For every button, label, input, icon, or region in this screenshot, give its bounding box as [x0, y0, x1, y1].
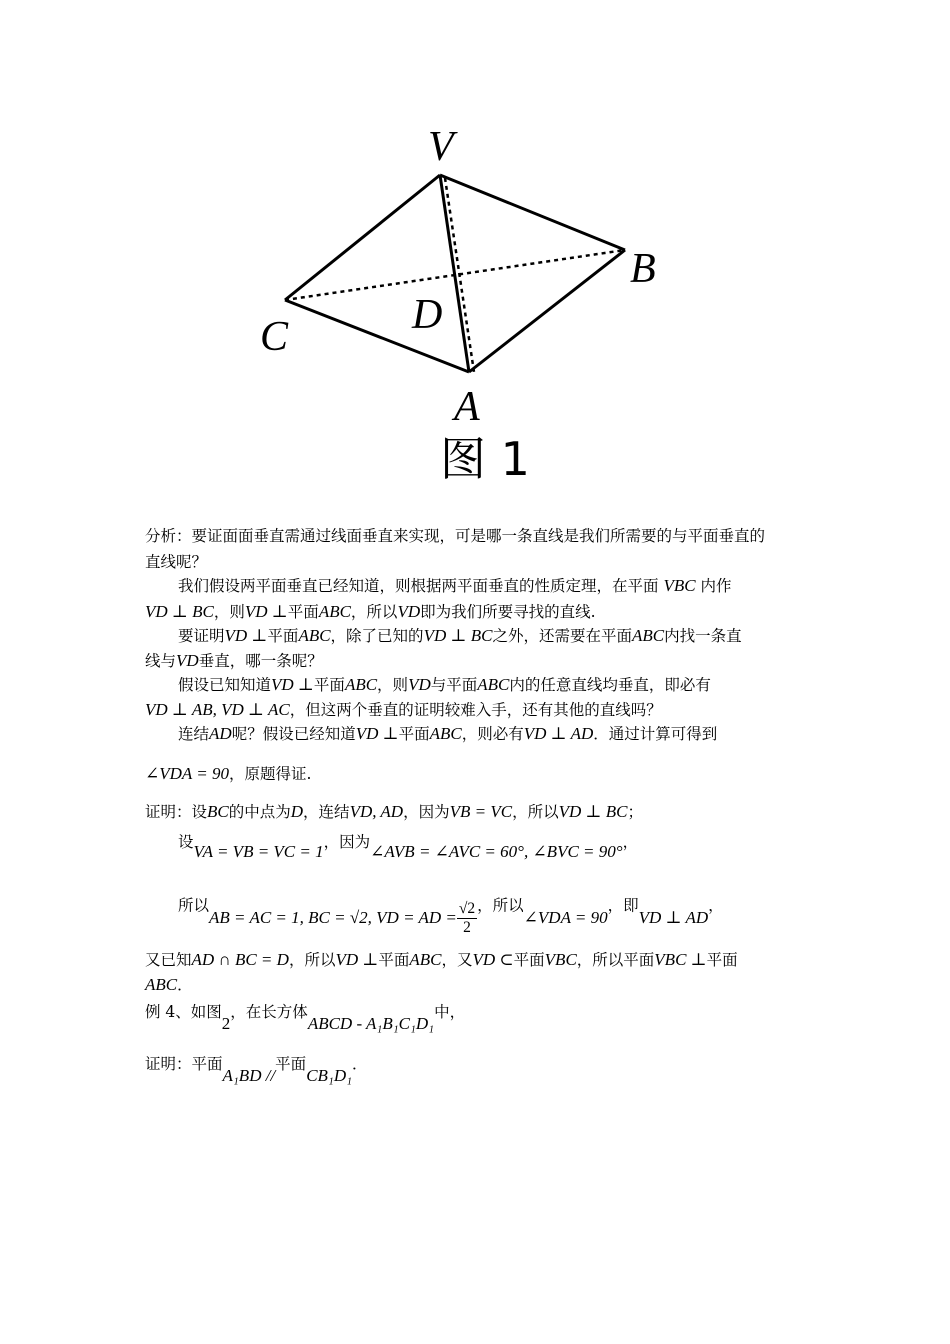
text: ． — [177, 976, 193, 994]
text: 平面 — [378, 951, 410, 969]
fraction-numerator: √2 — [458, 900, 476, 917]
text: 平面 — [287, 603, 319, 621]
math: ABC — [631, 626, 665, 645]
text: ，则 — [213, 603, 245, 621]
text: 设 — [178, 833, 194, 851]
para-analysis-line2 — [145, 550, 815, 572]
text: 与平面 — [430, 676, 478, 694]
text: ，但这两个垂直的证明较难入手，还有其他的直线吗？ — [289, 701, 662, 719]
math: VD ⊥ AB, VD ⊥ AC — [145, 700, 290, 719]
para5-line2 — [145, 762, 815, 784]
math: ABC — [298, 626, 331, 645]
math: VD ⊥ AD — [638, 907, 709, 927]
text: ，因为 — [403, 803, 450, 821]
text: ，连结 — [303, 803, 350, 821]
math: AD — [209, 724, 232, 743]
text: ，所以 — [350, 603, 398, 621]
proof-line1 — [145, 800, 815, 822]
math: D — [290, 802, 304, 821]
text: ，所以 — [512, 803, 559, 821]
para3-line2 — [145, 649, 815, 671]
math: VD — [408, 675, 431, 694]
text: ，在长方体 — [230, 1003, 308, 1021]
math: VD ⊥ AD — [523, 724, 594, 743]
math: VD ⊥ BC — [423, 626, 493, 645]
text: ．通过计算可得到 — [593, 725, 718, 743]
math: AB = AC = 1, BC = √2, VD = AD = — [209, 907, 457, 927]
para4-line2 — [145, 698, 815, 720]
text: 中， — [434, 1003, 466, 1021]
text: ，则必有 — [461, 725, 524, 743]
text: 平面 — [313, 676, 345, 694]
math: ABC — [429, 724, 462, 743]
math: VD ⊥ BC — [145, 602, 214, 621]
text: ，所以 — [288, 951, 336, 969]
text: 假设已知知道 — [178, 676, 272, 694]
text: 直线呢？ — [145, 553, 208, 571]
math: VD — [176, 651, 199, 670]
math: VB = VC — [449, 802, 513, 821]
math: VD ⊥ — [335, 950, 379, 969]
text: 之外，还需要在平面 — [492, 627, 632, 645]
text: ，所以平面 — [576, 951, 655, 969]
text: ，则 — [377, 676, 409, 694]
math: ∠AVB = ∠AVC = 60°, ∠BVC = 90° — [370, 842, 623, 861]
math: AD ∩ BC = D — [191, 950, 289, 969]
figure-caption: 图 1 — [440, 432, 530, 486]
text: 证明：平面 — [145, 1055, 223, 1073]
math: VA = VB = VC = 1 — [193, 842, 324, 861]
text: ． — [352, 1055, 368, 1073]
math: A₁BD // — [222, 1066, 276, 1085]
text: ，因为 — [323, 833, 371, 851]
math: ABC — [409, 950, 442, 969]
figure-1 — [240, 110, 680, 490]
math: VD, AD — [349, 802, 404, 821]
text: 平面 — [275, 1055, 307, 1073]
text: 的中点为 — [228, 803, 291, 821]
math: VBC ⊥ — [654, 950, 707, 969]
text: 平面 — [706, 951, 738, 969]
text: 证明：设 — [145, 803, 208, 821]
para2-line2 — [145, 600, 815, 622]
text: 线与 — [145, 652, 177, 670]
fraction-denominator: 2 — [463, 919, 471, 936]
text: ， — [708, 896, 724, 915]
text: 内的任意直线均垂直，即必有 — [509, 676, 711, 694]
text: 又已知 — [145, 951, 192, 969]
math: VD — [397, 602, 421, 621]
proof-line4 — [145, 948, 815, 970]
text: 即为我们所要寻找的直线. — [420, 603, 596, 621]
fraction-sqrt2-over-2 — [457, 900, 477, 937]
text: 分析：要证面面垂直需通过线面垂直来实现，可是哪一条直线是我们所需要的与平面垂直的 — [145, 527, 766, 545]
math: ABCD - A₁B₁C₁D₁ — [307, 1014, 435, 1033]
text: ，即 — [607, 896, 639, 915]
math: VD ⊂ — [472, 950, 514, 969]
label-c: C — [260, 314, 289, 360]
text: 平面 — [267, 627, 299, 645]
text: ； — [627, 803, 643, 821]
edge-vb — [440, 175, 625, 250]
label-v: V — [428, 124, 454, 170]
edge-va — [440, 175, 469, 372]
proof-line5 — [145, 973, 815, 995]
text: 连结 — [178, 725, 210, 743]
text: 呢？假设已经知道 — [231, 725, 356, 743]
math: VD ⊥ — [271, 675, 314, 694]
text: ，除了已知的 — [330, 627, 424, 645]
math: BC — [207, 802, 229, 821]
math: ABC — [477, 675, 510, 694]
edge-vc — [285, 175, 440, 300]
math: VBC — [544, 950, 577, 969]
para2-line1 — [178, 574, 813, 596]
para5-line1 — [178, 722, 813, 744]
tetrahedron-diagram — [240, 110, 680, 490]
example4-proof-line — [145, 1052, 815, 1085]
text: 平面 — [398, 725, 430, 743]
label-b: B — [630, 246, 656, 292]
math: CB₁D₁ — [306, 1066, 353, 1085]
math: ∠VDA = 90 — [523, 907, 608, 927]
text: 要证明 — [178, 627, 225, 645]
math: VD ⊥ — [355, 724, 399, 743]
math: ABC — [318, 602, 351, 621]
text: ，又 — [441, 951, 473, 969]
math: VD ⊥ — [224, 626, 268, 645]
label-d: D — [412, 292, 443, 338]
math: ABC — [145, 975, 178, 994]
para-analysis-line1 — [145, 524, 815, 546]
text: ，原题得证. — [228, 765, 312, 783]
text: ，所以 — [477, 896, 524, 915]
proof-line2 — [178, 830, 813, 861]
text: 内找一条直 — [664, 627, 742, 645]
math: VBC — [663, 576, 696, 595]
text: 例 4、如图 — [145, 1003, 222, 1021]
edge-vd-dashed — [445, 178, 474, 372]
proof-line3 — [178, 888, 813, 936]
para4-line1 — [178, 673, 813, 695]
math: 2 — [221, 1014, 231, 1033]
label-a: A — [454, 384, 480, 430]
text: ， — [622, 833, 639, 851]
para3-line1 — [178, 624, 813, 646]
text: 我们假设两平面垂直已经知道，则根据两平面垂直的性质定理，在平面 — [178, 577, 659, 595]
math: ABC — [344, 675, 378, 694]
math: VD ⊥ BC — [558, 802, 628, 821]
example4-line — [145, 1000, 815, 1033]
math: VD ⊥ — [244, 602, 288, 621]
text: 平面 — [513, 951, 545, 969]
text: 内作 — [700, 577, 732, 595]
math: ∠VDA = 90 — [145, 764, 229, 783]
text: 所以 — [178, 896, 210, 915]
text: 垂直，哪一条呢？ — [198, 652, 323, 670]
